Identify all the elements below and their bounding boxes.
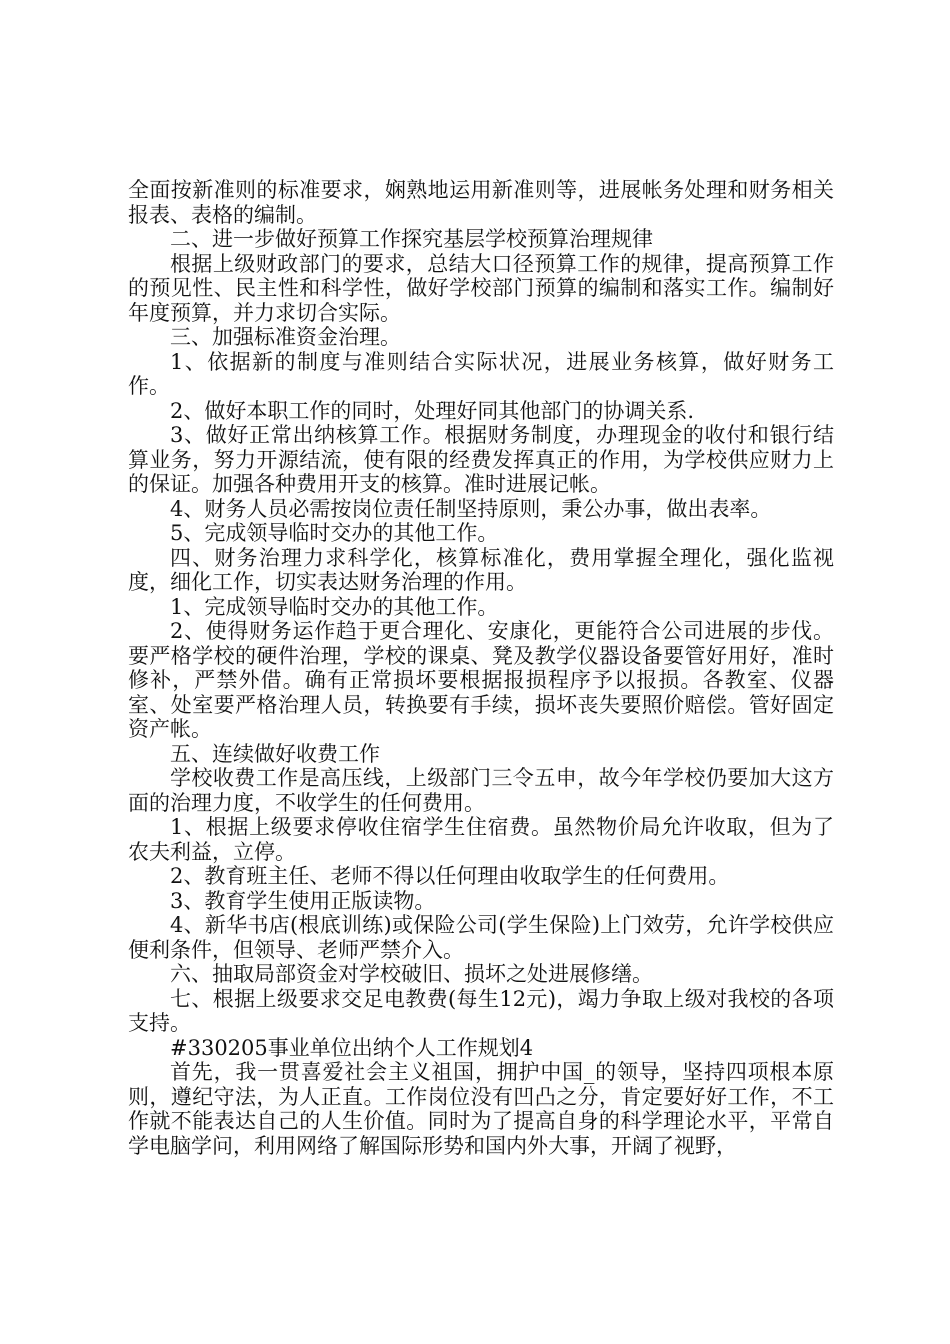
paragraph: 4、新华书店(根底训练)或保险公司(学生保险)上门效劳，允许学校供应便利条件，但领导、老师严禁介入。 bbox=[128, 913, 834, 962]
paragraph: #330205事业单位出纳个人工作规划4 bbox=[170, 1035, 534, 1060]
paragraph: 1、根据上级要求停收住宿学生住宿费。虽然物价局允许收取，但为了农夫利益，立停。 bbox=[128, 815, 834, 864]
paragraph: 根据上级财政部门的要求，总结大口径预算工作的规律，提高预算工作的预见性、民主性和科学性，做好学校部门预算的编制和落实工作。编制好年度预算，并力求切合实际。 bbox=[128, 251, 834, 325]
paragraph: 2、教育班主任、老师不得以任何理由收取学生的任何费用。 bbox=[170, 864, 730, 888]
paragraph: 五、连续做好收费工作 bbox=[170, 741, 380, 766]
paragraph: 3、做好正常出纳核算工作。根据财务制度，办理现金的收付和银行结算业务，努力开源结流，使有限的经费发挥真正的作用，为学校供应财力上的保证。加强各种费用开支的核算。准时进展记帐。 bbox=[128, 423, 834, 496]
paragraph: 2、做好本职工作的同时，处理好同其他部门的协调关系. bbox=[170, 398, 695, 423]
paragraph: 1、完成领导临时交办的其他工作。 bbox=[170, 594, 499, 619]
paragraph: 3、教育学生使用正版读物。 bbox=[170, 888, 436, 913]
paragraph: 学校收费工作是高压线，上级部门三令五申，故今年学校仍要加大这方面的治理力度，不收学生的任何费用。 bbox=[128, 766, 834, 815]
paragraph: 七、根据上级要求交足电教费(每生12元)，竭力争取上级对我校的各项支持。 bbox=[128, 986, 834, 1035]
paragraph: 4、财务人员必需按岗位责任制坚持原则，秉公办事，做出表率。 bbox=[170, 496, 772, 521]
paragraph: 全面按新准则的标准要求，娴熟地运用新准则等，进展帐务处理和财务相关报表、表格的编制。 bbox=[128, 178, 834, 227]
document-body bbox=[128, 178, 834, 1158]
paragraph: 5、完成领导临时交办的其他工作。 bbox=[170, 521, 499, 545]
paragraph: 1、依据新的制度与准则结合实际状况，进展业务核算，做好财务工作。 bbox=[128, 349, 834, 398]
paragraph: 三、加强标准资金治理。 bbox=[170, 325, 401, 349]
paragraph: 四、财务治理力求科学化，核算标准化，费用掌握全理化，强化监视度，细化工作，切实表达财务治理的作用。 bbox=[128, 545, 834, 594]
paragraph: 二、进一步做好预算工作探究基层学校预算治理规律 bbox=[170, 227, 653, 251]
paragraph: 首先，我一贯喜爱社会主义祖国，拥护中国_的领导，坚持四项根本原则，遵纪守法，为人正直。工作岗位没有凹凸之分，肯定要好好工作，不工作就不能表达自己的人生价值。同时为了提高自身的科学理论水平，平常自学电脑学问，利用网络了解国际形势和国内外大事，开阔了视野， bbox=[128, 1060, 834, 1158]
paragraph: 2、使得财务运作趋于更合理化、安康化，更能符合公司进展的步伐。要严格学校的硬件治理，学校的课桌、凳及教学仪器设备要管好用好，准时修补，严禁外借。确有正常损坏要根据报损程序予以报损。各教室、仪器室、处室要严格治理人员，转换要有手续，损坏丧失要照价赔偿。管好固定资产帐。 bbox=[128, 619, 834, 741]
paragraph: 六、抽取局部资金对学校破旧、损坏之处进展修缮。 bbox=[170, 962, 653, 986]
